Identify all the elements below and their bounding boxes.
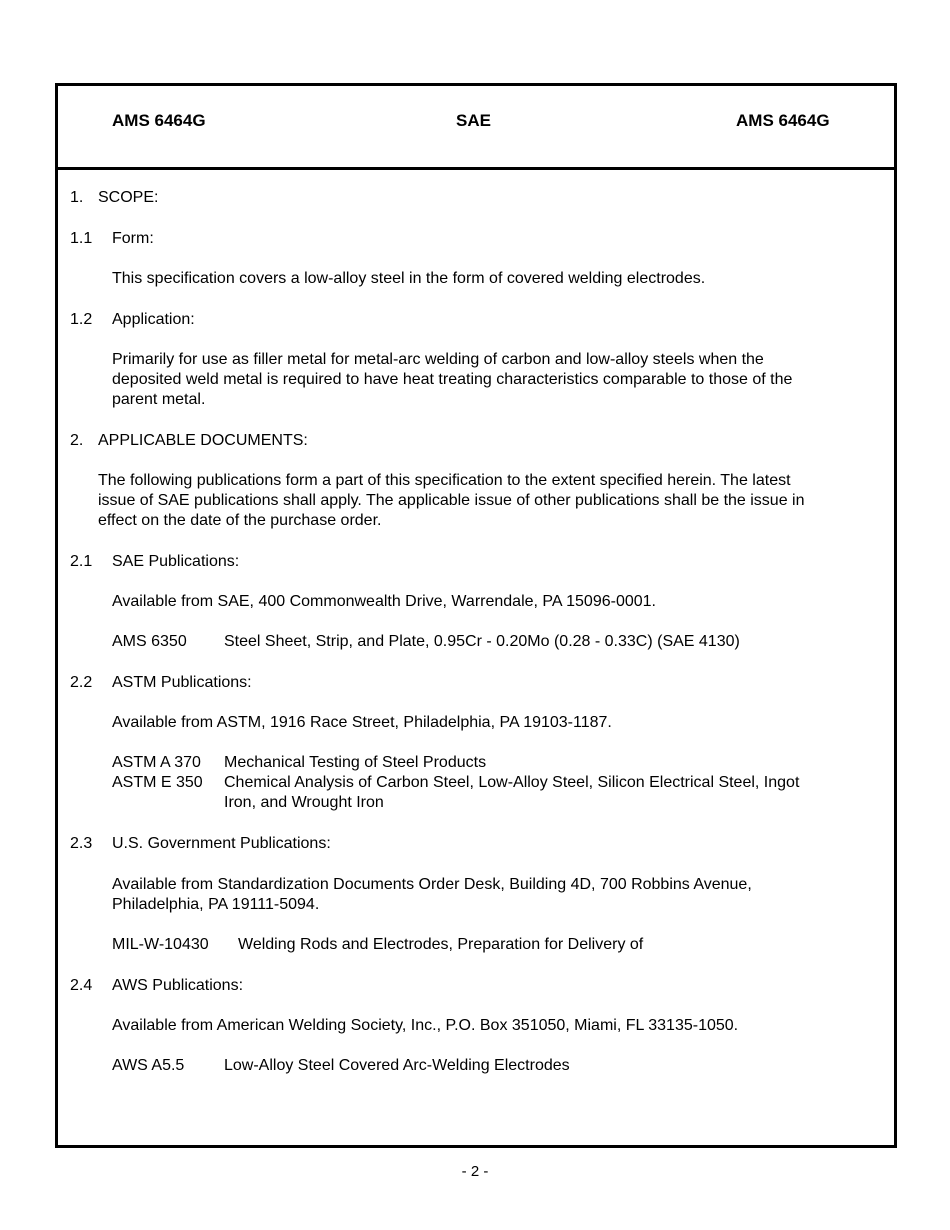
document-code: AWS A5.5 [112, 1057, 185, 1074]
header-doc-id-right: AMS 6464G [736, 111, 830, 130]
paragraph-line: Primarily for use as filler metal for metal-arc welding of carbon and low-alloy steels when the [112, 351, 764, 368]
section-heading: AWS Publications: [112, 977, 244, 994]
section-number: 1.1 [70, 230, 93, 247]
page-header [58, 86, 894, 170]
section-number: 2.3 [70, 835, 93, 852]
document-title: Iron, and Wrought Iron [224, 794, 384, 811]
section-number: 1. [70, 189, 84, 206]
document-title: Low-Alloy Steel Covered Arc-Welding Electrodes [224, 1057, 570, 1074]
section-number: 2.2 [70, 674, 93, 691]
header-org: SAE [456, 111, 491, 130]
section-heading: SAE Publications: [112, 553, 240, 570]
section-number: 2.4 [70, 977, 93, 994]
document-title: Mechanical Testing of Steel Products [224, 754, 487, 771]
section-heading: Application: [112, 311, 195, 328]
document-code: AMS 6350 [112, 633, 187, 650]
section-heading: APPLICABLE DOCUMENTS: [98, 432, 308, 449]
availability-text: Available from Standardization Documents Order Desk, Building 4D, 700 Robbins Avenue, [112, 876, 752, 893]
document-code: MIL-W-10430 [112, 936, 209, 953]
section-heading: ASTM Publications: [112, 674, 252, 691]
paragraph: This specification covers a low-alloy steel in the form of covered welding electrodes. [112, 270, 706, 287]
document-title: Welding Rods and Electrodes, Preparation for Delivery of [238, 936, 644, 953]
section-heading: Form: [112, 230, 154, 247]
availability-text: Available from ASTM, 1916 Race Street, Philadelphia, PA 19103-1187. [112, 714, 612, 731]
section-number: 2. [70, 432, 84, 449]
page-number: - 2 - [461, 1163, 489, 1180]
section-heading: SCOPE: [98, 189, 159, 206]
document-title: Chemical Analysis of Carbon Steel, Low-Alloy Steel, Silicon Electrical Steel, Ingot [224, 774, 800, 791]
paragraph-line: deposited weld metal is required to have heat treating characteristics comparable to those of the [112, 371, 793, 388]
document-code: ASTM E 350 [112, 774, 203, 791]
document-title: Steel Sheet, Strip, and Plate, 0.95Cr - 0.20Mo (0.28 - 0.33C) (SAE 4130) [224, 633, 740, 650]
availability-text: Available from SAE, 400 Commonwealth Drive, Warrendale, PA 15096-0001. [112, 593, 656, 610]
availability-text: Available from American Welding Society, Inc., P.O. Box 351050, Miami, FL 33135-1050. [112, 1017, 739, 1034]
section-number: 1.2 [70, 311, 93, 328]
header-doc-id-left: AMS 6464G [112, 111, 206, 130]
document-code: ASTM A 370 [112, 754, 201, 771]
section-number: 2.1 [70, 553, 93, 570]
paragraph-line: effect on the date of the purchase order. [98, 512, 382, 529]
section-heading: U.S. Government Publications: [112, 835, 331, 852]
paragraph-line: parent metal. [112, 391, 206, 408]
paragraph-line: The following publications form a part of this specification to the extent specified herein. The latest [98, 472, 791, 489]
paragraph-line: issue of SAE publications shall apply. The applicable issue of other publications shall be the issue in [98, 492, 805, 509]
availability-text: Philadelphia, PA 19111-5094. [112, 896, 320, 913]
